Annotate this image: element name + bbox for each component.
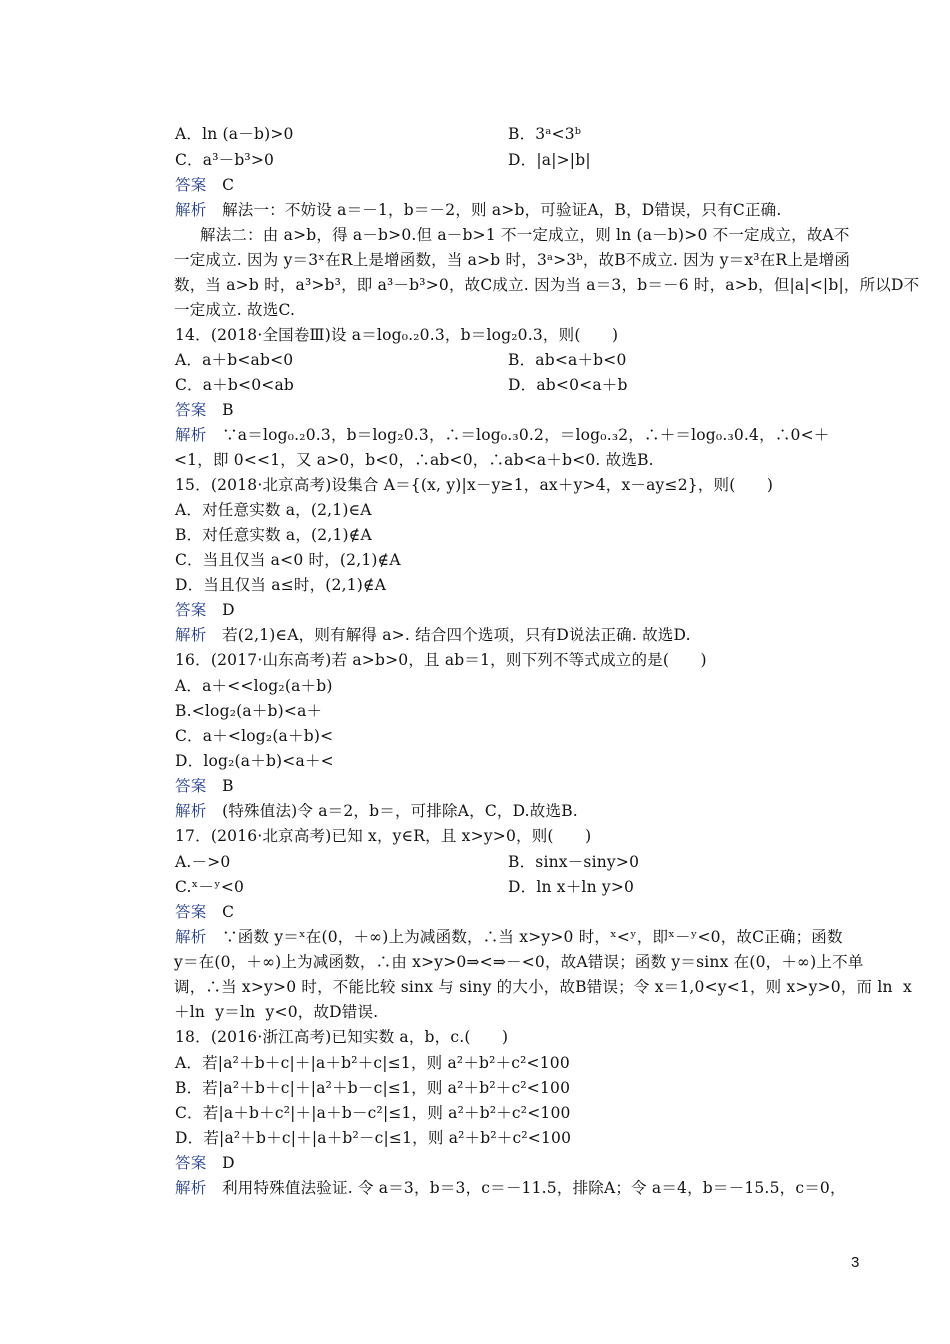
text-line [175, 1128, 571, 1148]
text-line [174, 1002, 378, 1022]
text-line [175, 500, 372, 520]
line-text: A．a＋<<log₂(a＋b) [175, 677, 333, 695]
text-line [508, 150, 591, 170]
line-text: B．对任意实数 a，(2,1)∉A [175, 526, 372, 544]
analysis-label: 解析 [175, 1179, 207, 1197]
text-line [508, 350, 627, 370]
text-line [508, 877, 634, 897]
text-line [175, 726, 333, 746]
line-text: D [206, 601, 235, 619]
line-text: C．a＋<log₂(a＋b)< [175, 727, 334, 745]
answer-line [175, 600, 235, 620]
analysis-line [175, 200, 782, 220]
text-line [175, 1053, 570, 1073]
line-text: C [206, 176, 235, 194]
line-text: D．若|a²＋b＋c|＋|a＋b²－c|≤1，则 a²＋b²＋c²<100 [175, 1129, 572, 1147]
text-line [175, 650, 707, 670]
line-text: A.－>0 [175, 853, 231, 871]
answer-label: 答案 [175, 601, 207, 619]
line-text: B.<log₂(a＋b)<a＋ [175, 702, 323, 720]
text-line [175, 350, 293, 370]
line-text: 一定成立. 故选C. [174, 301, 296, 319]
line-text: y＝在(0，＋∞)上为减函数，∴由 x>y>0⇒<⇒－<0，故A错误；函数 y＝sinx 在(0，＋∞)上不单 [174, 953, 864, 971]
text-line [175, 826, 591, 846]
answer-label: 答案 [175, 176, 207, 194]
text-line [508, 124, 581, 144]
text-line [175, 575, 386, 595]
text-line [175, 701, 322, 721]
text-line [174, 300, 295, 320]
line-text: D．当且仅当 a≤时，(2,1)∉A [175, 576, 387, 594]
analysis-label: 解析 [175, 802, 207, 820]
answer-line [175, 400, 234, 420]
line-text: 利用特殊值法验证. 令 a＝3，b＝3，c＝－11.5，排除A；令 a＝4，b＝－15.5，c＝0， [206, 1179, 846, 1197]
line-text: B．ab<a＋b<0 [508, 351, 627, 369]
text-line [175, 1103, 571, 1123]
text-line [508, 852, 639, 872]
text-line [175, 1078, 570, 1098]
text-line [175, 751, 334, 771]
line-text: B．3ᵃ<3ᵇ [508, 125, 582, 143]
answer-line [175, 776, 234, 796]
analysis-line [175, 425, 829, 445]
analysis-label: 解析 [175, 426, 207, 444]
line-text: B．sinx－siny>0 [508, 853, 640, 871]
analysis-label: 解析 [175, 201, 207, 219]
text-line [200, 225, 850, 245]
text-line [175, 852, 230, 872]
line-text: (特殊值法)令 a＝2，b＝，可排除A，C，D.故选B. [206, 802, 578, 820]
line-text: B [206, 401, 234, 419]
analysis-line [175, 1178, 846, 1198]
analysis-label: 解析 [175, 626, 207, 644]
line-text: 17．(2016·北京高考)已知 x，y∈R，且 x>y>0，则( ) [175, 827, 592, 845]
analysis-line [175, 801, 578, 821]
text-line [508, 375, 628, 395]
text-line [174, 250, 850, 270]
line-text: A．对任意实数 a，(2,1)∈A [175, 501, 372, 519]
line-text: ∵函数 y＝ˣ在(0，＋∞)上为减函数，∴当 x>y>0 时，ˣ<ʸ，即ˣ－ʸ<0，故C正确；函数 [206, 928, 843, 946]
answer-line [175, 1153, 235, 1173]
line-text: 15．(2018·北京高考)设集合 A＝{(x, y)|x－y≥1，ax＋y>4，x－ay≤2}，则( ) [175, 476, 774, 494]
text-line [175, 877, 244, 897]
line-text: ∵a＝log₀.₂0.3，b＝log₂0.3，∴＝log₀.₃0.2，＝log₀.₃2，∴＋＝log₀.₃0.4，∴0<＋ [206, 426, 830, 444]
text-line [174, 275, 919, 295]
line-text: 若(2,1)∈A，则有解得 a>. 结合四个选项，只有D说法正确. 故选D. [206, 626, 691, 644]
line-text: C．若|a＋b＋c²|＋|a＋b－c²|≤1，则 a²＋b²＋c²<100 [175, 1104, 571, 1122]
line-text: <1，即 0<<1，又 a>0，b<0，∴ab<0，∴ab<a＋b<0. 故选B. [174, 451, 654, 469]
analysis-line [175, 625, 691, 645]
line-text: C [206, 903, 235, 921]
answer-label: 答案 [175, 777, 207, 795]
text-line [174, 977, 912, 997]
line-text: 数，当 a>b 时，a³>b³，即 a³－b³>0，故C成立. 因为当 a＝3，b＝－6 时，a>b，但|a|<|b|，所以D不 [174, 276, 920, 294]
line-text: 一定成立. 因为 y＝3ˣ在R上是增函数，当 a>b 时，3ᵃ>3ᵇ，故B不成立. 因为 y＝x³在R上是增函 [174, 251, 851, 269]
line-text: 调，∴当 x>y>0 时，不能比较 sinx 与 siny 的大小，故B错误；令 x＝1,0<y<1，则 x>y>0，而 ln x [174, 978, 912, 996]
text-line [174, 952, 864, 972]
line-text: C．a＋b<0<ab [175, 376, 295, 394]
text-line [175, 525, 372, 545]
line-text: D [206, 1154, 235, 1172]
answer-line [175, 902, 234, 922]
text-line [175, 150, 274, 170]
line-text: 解法一：不妨设 a＝－1，b＝－2，则 a>b，可验证A，B，D错误，只有C正确. [206, 201, 782, 219]
answer-line [175, 175, 234, 195]
answer-label: 答案 [175, 401, 207, 419]
line-text: A．a＋b<ab<0 [175, 351, 294, 369]
text-line [175, 550, 401, 570]
line-text: D．ab<0<a＋b [508, 376, 628, 394]
analysis-label: 解析 [175, 928, 207, 946]
line-text: B．若|a²＋b＋c|＋|a²＋b－c|≤1，则 a²＋b²＋c²<100 [175, 1079, 571, 1097]
text-line [175, 676, 333, 696]
line-text: 解法二：由 a>b，得 a－b>0.但 a－b>1 不一定成立，则 ln (a－b)>0 不一定成立，故A不 [200, 226, 850, 244]
line-text: ＋ln y＝ln y<0，故D错误. [174, 1003, 379, 1021]
line-text: D．|a|>|b| [508, 151, 591, 169]
text-line [175, 124, 294, 144]
line-text: 18．(2016·浙江高考)已知实数 a，b，c.( ) [175, 1028, 509, 1046]
text-line [175, 325, 618, 345]
text-line [175, 475, 773, 495]
line-text: C.ˣ－ʸ<0 [175, 878, 245, 896]
line-text: 14．(2018·全国卷Ⅲ)设 a＝log₀.₂0.3，b＝log₂0.3，则( ) [175, 326, 619, 344]
line-text: A．若|a²＋b＋c|＋|a＋b²＋c|≤1，则 a²＋b²＋c²<100 [175, 1054, 570, 1072]
line-text: C．当且仅当 a<0 时，(2,1)∉A [175, 551, 401, 569]
text-line [174, 450, 654, 470]
line-text: C．a³－b³>0 [175, 151, 275, 169]
line-text: 16．(2017·山东高考)若 a>b>0，且 ab＝1，则下列不等式成立的是( ) [175, 651, 707, 669]
line-text: A．ln (a－b)>0 [175, 125, 294, 143]
text-line [175, 375, 294, 395]
line-text: B [206, 777, 234, 795]
line-text: D．log₂(a＋b)<a＋< [175, 752, 334, 770]
answer-label: 答案 [175, 903, 207, 921]
page-number: 3 [851, 1254, 860, 1271]
analysis-line [175, 927, 843, 947]
answer-label: 答案 [175, 1154, 207, 1172]
line-text: D．ln x＋ln y>0 [508, 878, 635, 896]
text-line [175, 1027, 508, 1047]
